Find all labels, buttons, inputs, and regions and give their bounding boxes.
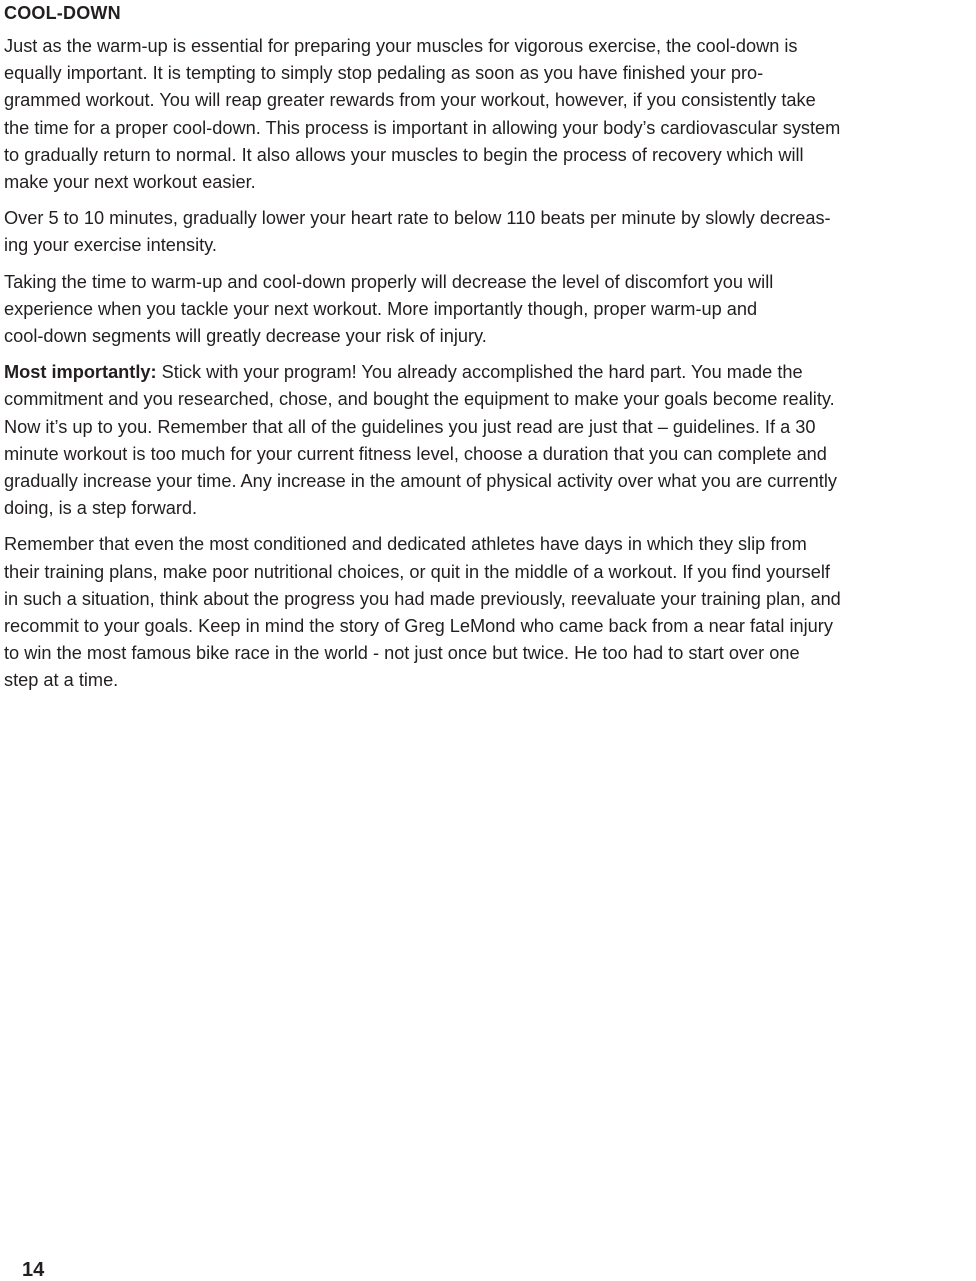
text-line: Now it’s up to you. Remember that all of the guidelines you just read are just that – guidelines. If a 30 — [4, 416, 816, 437]
text-line: Just as the warm-up is essential for preparing your muscles for vigorous exercise, the cool-down is — [4, 36, 798, 56]
text-line: in such a situation, think about the progress you had made previously, reevaluate your training plan, and — [4, 588, 841, 609]
text-line: to gradually return to normal. It also allows your muscles to begin the process of recovery which will — [4, 144, 804, 165]
text-line: experience when you tackle your next workout. More importantly though, proper warm-up and — [4, 298, 758, 319]
paragraph-injury-risk — [4, 269, 972, 351]
section-heading: COOL-DOWN — [4, 3, 121, 23]
text-line: make your next workout easier. — [4, 172, 256, 193]
text-line: ing your exercise intensity. — [4, 235, 217, 256]
text-line: step at a time. — [4, 670, 119, 691]
text-line: Remember that even the most conditioned and dedicated athletes have days in which they slip from — [4, 534, 807, 555]
text-line: recommit to your goals. Keep in mind the story of Greg LeMond who came back from a near fatal injury — [4, 616, 833, 637]
text-line: Taking the time to warm-up and cool-down properly will decrease the level of discomfort you will — [4, 271, 774, 292]
text-line: cool-down segments will greatly decrease your risk of injury. — [4, 326, 487, 347]
lead-in-bold: Most importantly: — [4, 362, 157, 383]
text-line: gradually increase your time. Any increase in the amount of physical activity over what you are currently — [4, 471, 837, 492]
lead-in-rest: Stick with your program! You already accomplished the hard part. You made the — [156, 362, 803, 383]
text-line: grammed workout. You will reap greater rewards from your workout, however, if you consistently take — [4, 90, 816, 111]
text-line: minute workout is too much for your current fitness level, choose a duration that you can complete and — [4, 443, 827, 464]
text-line: doing, is a step forward. — [4, 498, 198, 519]
page-number: 14 — [22, 1259, 45, 1281]
text-line: to win the most famous bike race in the world - not just once but twice. He too had to start over one — [4, 643, 800, 664]
paragraph-intro — [4, 33, 972, 196]
text-line: Over 5 to 10 minutes, gradually lower your heart rate to below 110 beats per minute by slowly decreas- — [4, 208, 831, 229]
paragraph-heart-rate — [4, 205, 972, 259]
text-line: the time for a proper cool-down. This process is important in allowing your body’s cardiovascular system — [4, 117, 841, 138]
paragraph-conclusion — [4, 531, 972, 694]
text-line: equally important. It is tempting to simply stop pedaling as soon as you have finished your pro- — [4, 63, 764, 84]
text-line: their training plans, make poor nutritional choices, or quit in the middle of a workout. If you find yourself — [4, 561, 830, 582]
document-body — [4, 2, 972, 704]
paragraph-most-importantly — [4, 359, 972, 522]
text-line — [4, 359, 972, 386]
text-line: commitment and you researched, chose, and bought the equipment to make your goals become reality. — [4, 389, 835, 410]
